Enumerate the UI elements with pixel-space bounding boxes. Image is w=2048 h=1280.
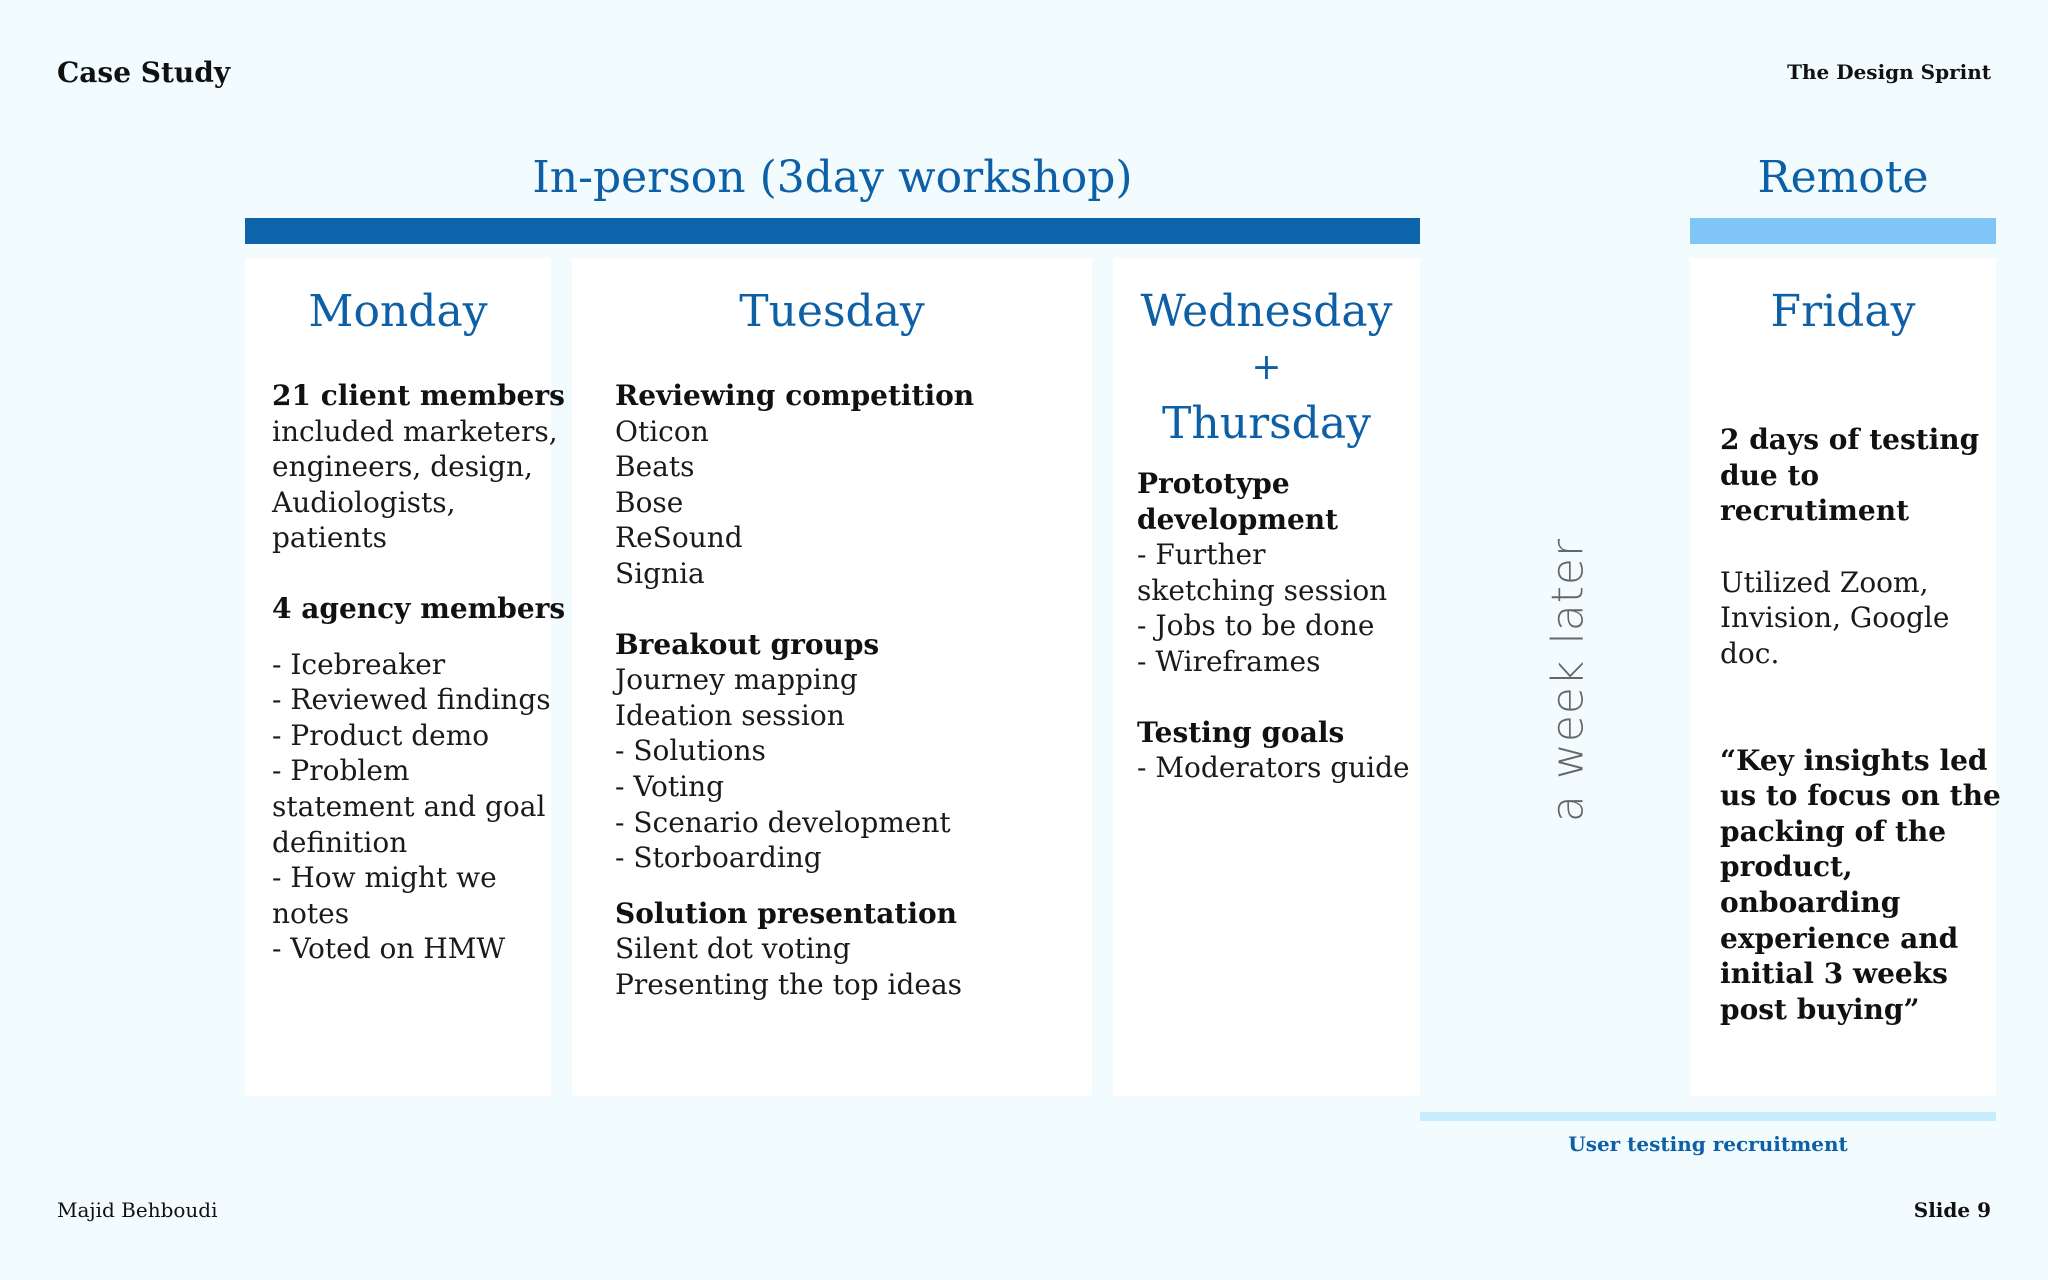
clients-line: engineers, design, xyxy=(272,450,533,484)
activity-item: - Reviewed findings xyxy=(272,683,551,717)
competitor-item: ReSound xyxy=(615,521,743,555)
slide-number: Slide 9 xyxy=(1913,1198,1991,1222)
activity-item: - Problem xyxy=(272,754,410,788)
testing-goal-item: - Moderators guide xyxy=(1137,751,1410,785)
author-name: Majid Behboudi xyxy=(57,1198,218,1222)
tuesday-card xyxy=(572,258,1092,1096)
quote-line: us to focus on the xyxy=(1720,779,2001,813)
quote-line: “Key insights led xyxy=(1720,743,1988,777)
wednesday-title: Wednesday xyxy=(1140,286,1393,337)
case-study-label: Case Study xyxy=(57,56,231,89)
activity-item: notes xyxy=(272,896,350,930)
testing-goals-heading: Testing goals xyxy=(1137,715,1345,749)
recruitment-bar xyxy=(1420,1112,1996,1121)
deck-title: The Design Sprint xyxy=(1787,60,1991,84)
prototype-heading: Prototype xyxy=(1137,467,1290,500)
solution-item: Silent dot voting xyxy=(615,932,851,966)
activity-item: - How might we xyxy=(272,861,497,895)
breakout-item: - Solutions xyxy=(615,734,766,768)
remote-bar xyxy=(1690,218,1996,244)
tools-line: Invision, Google xyxy=(1720,601,1950,635)
activity-item: statement and goal xyxy=(272,789,546,823)
tools-line: doc. xyxy=(1720,636,1780,670)
competition-heading: Reviewing competition xyxy=(615,379,975,412)
prototype-item: - Wireframes xyxy=(1137,644,1321,678)
friday-title: Friday xyxy=(1770,286,1916,337)
breakout-item: Ideation session xyxy=(615,698,845,732)
thursday-title: Thursday xyxy=(1162,398,1371,449)
quote-line: experience and xyxy=(1720,921,1959,955)
quote-line: initial 3 weeks xyxy=(1720,957,1948,991)
prototype-item: - Further xyxy=(1137,538,1266,572)
wednesday-content xyxy=(1137,466,1410,786)
activity-item: - Voted on HMW xyxy=(272,932,506,966)
prototype-item: - Jobs to be done xyxy=(1137,609,1375,643)
activity-item: - Product demo xyxy=(272,718,490,752)
friday-card xyxy=(1690,258,2001,1096)
tools-line: Utilized Zoom, xyxy=(1720,565,1929,599)
monday-content xyxy=(272,378,565,967)
tuesday-content xyxy=(615,378,974,1003)
wednesday-thursday-card xyxy=(1113,258,1420,1096)
inperson-bar xyxy=(245,218,1420,244)
friday-content xyxy=(1720,422,2001,1027)
quote-line: post buying” xyxy=(1720,992,1920,1026)
agency-heading: 4 agency members xyxy=(272,591,566,625)
friday-testing-heading: recrutiment xyxy=(1720,494,1910,528)
competitor-item: Beats xyxy=(615,450,695,484)
activity-item: definition xyxy=(272,825,408,859)
breakout-item: - Scenario development xyxy=(615,805,951,839)
monday-title: Monday xyxy=(308,286,488,337)
inperson-section-title: In-person (3day workshop) xyxy=(532,152,1133,203)
quote-line: product, xyxy=(1720,850,1853,884)
prototype-item: sketching session xyxy=(1137,573,1388,607)
clients-line: included marketers, xyxy=(272,414,558,448)
breakout-heading: Breakout groups xyxy=(615,627,880,661)
remote-section-title: Remote xyxy=(1757,152,1929,203)
monday-card xyxy=(245,258,566,1096)
plus-sign: + xyxy=(1251,347,1282,388)
breakout-item: - Storboarding xyxy=(615,841,822,875)
recruitment-label: User testing recruitment xyxy=(1568,1132,1848,1156)
tuesday-title: Tuesday xyxy=(739,286,925,337)
friday-testing-heading: 2 days of testing xyxy=(1720,423,1980,456)
clients-line: Audiologists, xyxy=(272,485,456,519)
breakout-item: - Voting xyxy=(615,769,725,803)
quote-line: onboarding xyxy=(1720,885,1901,919)
friday-testing-heading: due to xyxy=(1720,458,1820,492)
week-later-label: a week later xyxy=(1542,537,1594,823)
competitor-item: Oticon xyxy=(615,414,709,448)
clients-heading: 21 client members xyxy=(272,379,565,412)
clients-line: patients xyxy=(272,521,388,555)
quote-line: packing of the xyxy=(1720,814,1947,848)
competitor-item: Signia xyxy=(615,556,705,590)
solution-item: Presenting the top ideas xyxy=(615,967,963,1001)
activity-item: - Icebreaker xyxy=(272,647,446,681)
breakout-item: Journey mapping xyxy=(615,663,858,697)
competitor-item: Bose xyxy=(615,485,684,519)
solution-heading: Solution presentation xyxy=(615,896,958,930)
prototype-heading: development xyxy=(1137,502,1339,536)
